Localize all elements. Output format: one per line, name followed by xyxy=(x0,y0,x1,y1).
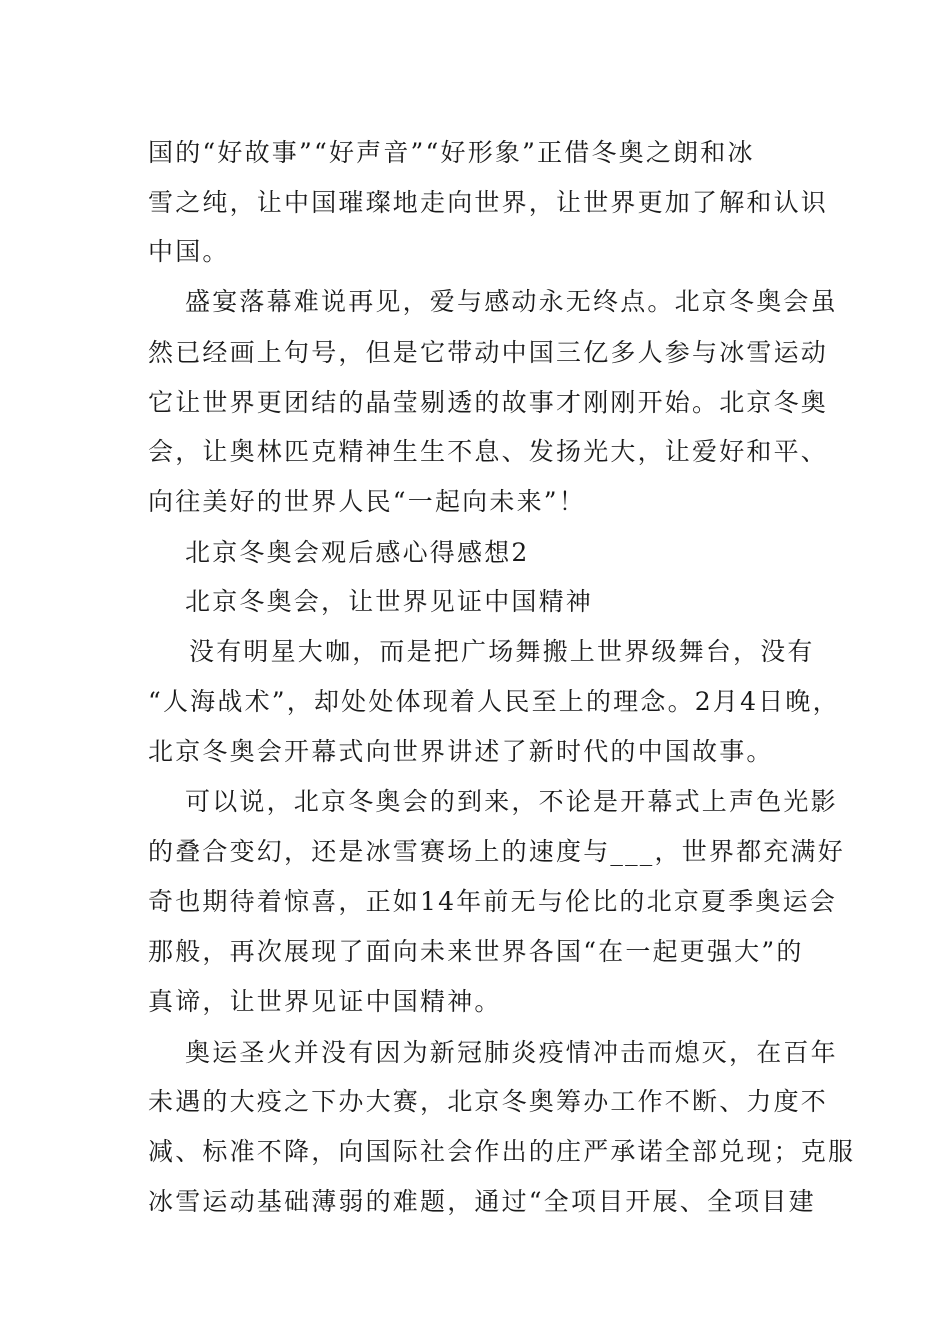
text-line: 中国。 xyxy=(148,237,230,266)
text-line: 冰雪运动基础薄弱的难题，通过“全项目开展、全项目建 xyxy=(148,1187,816,1216)
text-line: 未遇的大疫之下办大赛，北京冬奥筹办工作不断、力度不 xyxy=(148,1087,829,1116)
text-line: 向往美好的世界人民“一起向未来”！ xyxy=(148,487,586,516)
text-line: 会，让奥林匹克精神生生不息、发扬光大，让爱好和平、 xyxy=(148,437,829,466)
section-heading: 北京冬奥会观后感心得感想2 xyxy=(185,538,530,567)
text-line: 那般，再次展现了面向未来世界各国“在一起更强大”的 xyxy=(148,937,804,966)
text-line: 可以说，北京冬奥会的到来，不论是开幕式上声色光影 xyxy=(185,787,838,816)
text-line: 真谛，让世界见证中国精神。 xyxy=(148,987,502,1016)
text-line: 奥运圣火并没有因为新冠肺炎疫情冲击而熄灭，在百年 xyxy=(185,1038,838,1067)
text-line: 国的“好故事”“好声音”“好形象”正借冬奥之朗和冰 xyxy=(148,138,755,167)
text-line: 盛宴落幕难说再见，爱与感动永无终点。北京冬奥会虽 xyxy=(185,287,838,316)
text-line: 减、标准不降，向国际社会作出的庄严承诺全部兑现；克服 xyxy=(148,1137,856,1166)
text-line: 的叠合变幻，还是冰雪赛场上的速度与___，世界都充满好 xyxy=(148,837,845,866)
text-line: 雪之纯，让中国璀璨地走向世界，让世界更加了解和认识 xyxy=(148,188,829,217)
text-line: 没有明星大咖，而是把广场舞搬上世界级舞台，没有 xyxy=(189,637,815,666)
text-line: “人海战术”，却处处体现着人民至上的理念。2月4日晚， xyxy=(148,687,840,716)
text-line: 然已经画上句号，但是它带动中国三亿多人参与冰雪运动 xyxy=(148,338,829,367)
text-line: 北京冬奥会开幕式向世界讲述了新时代的中国故事。 xyxy=(148,737,774,766)
text-line: 它让世界更团结的晶莹剔透的故事才刚刚开始。北京冬奥 xyxy=(148,388,829,417)
article-title: 北京冬奥会，让世界见证中国精神 xyxy=(185,587,594,616)
text-line: 奇也期待着惊喜，正如14年前无与伦比的北京夏季奥运会 xyxy=(148,887,838,916)
